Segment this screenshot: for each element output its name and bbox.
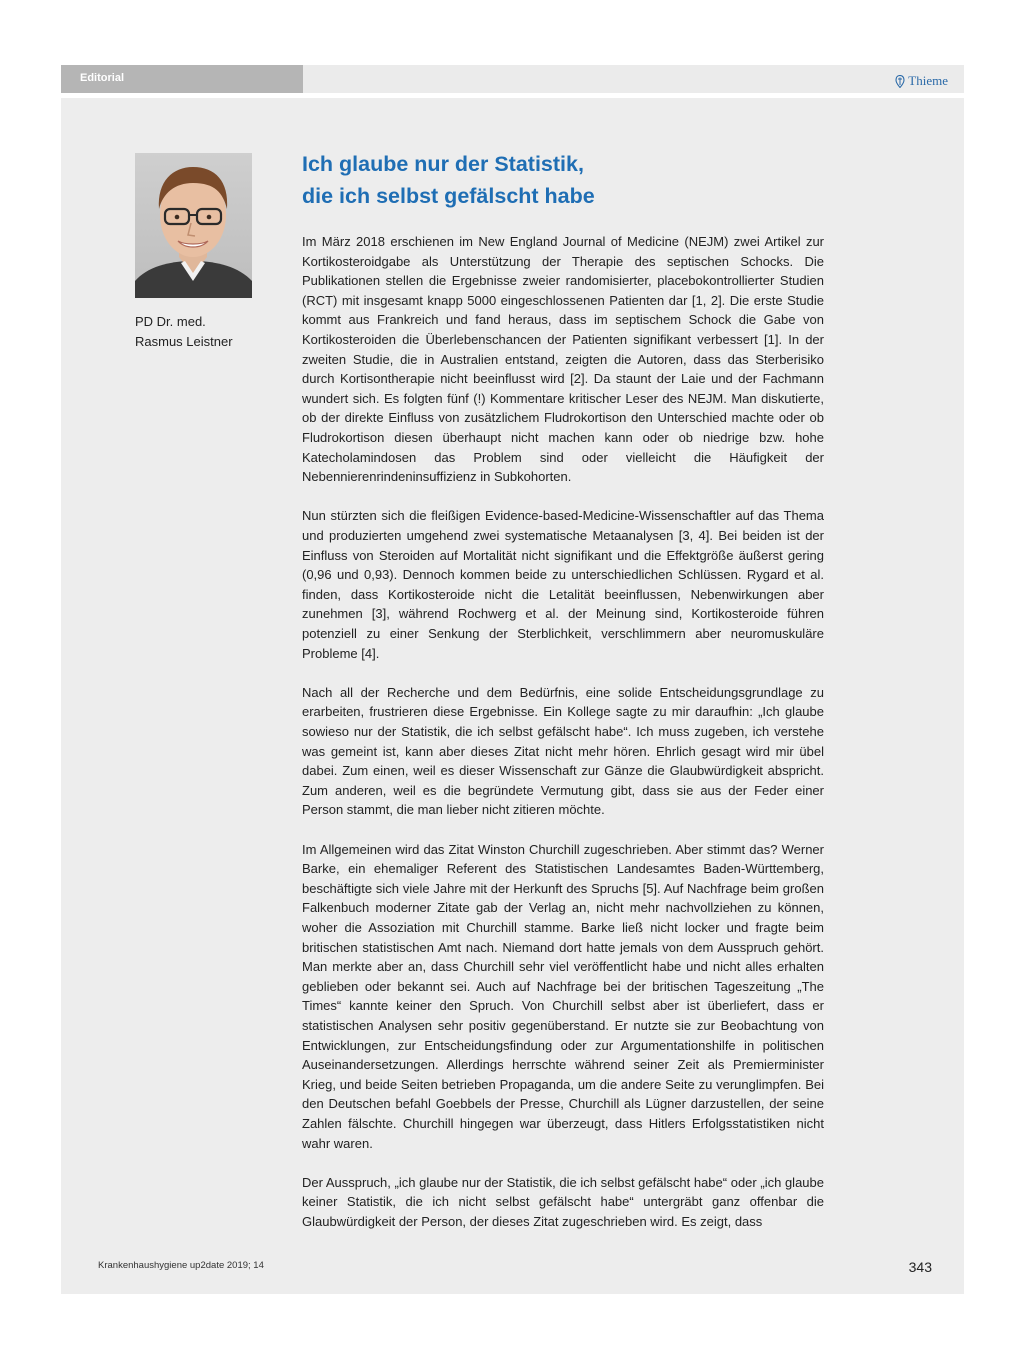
section-label: Editorial — [80, 72, 125, 84]
thieme-emblem-icon — [895, 75, 905, 88]
paragraph: Nun stürzten sich die fleißigen Evidence-based-Medicine-Wissenschaftler auf das Thema und produzierten umgehend zwei systematische Metaanalysen [3, 4]. Bei beiden ist der Einfluss von Steroiden auf Mortalität nicht signifikant und die Effektgröße äußerst gering (0,96 und 0,93). Dennoch kommen beide zu unterschiedlichen Schlüssen. Rygard et al. finden, dass Kortikosteroide nicht die Letalität beeinflussen, Nebenwirkungen aber zunehmen [3], während Rochwerg et al. der Meinung sind, Kortikosteroide führen potenziell zu einer Senkung der Sterblichkeit, verschlimmern aber neuromuskuläre Probleme [4]. — [302, 508, 824, 661]
article-body — [302, 232, 824, 1251]
page-number: 343 — [908, 1259, 932, 1275]
author-title: PD Dr. med. — [135, 314, 206, 329]
publisher-name: Thieme — [908, 73, 948, 88]
header-bar — [61, 65, 964, 93]
paragraph: Im Allgemeinen wird das Zitat Winston Churchill zugeschrieben. Aber stimmt das? Werner Barke, ein ehemaliger Referent des Statistischen Landesamtes Baden-Württemberg, beschäftigte sich viele Jahre mit der Herkunft des Spruchs [5]. Auf Nachfrage beim großen Falkenbuch moderner Zitate gab der Verlag an, nicht mehr nachvollziehen zu können, woher die Assoziation mit Churchill stamme. Barke ließ nicht locker und fragte beim britischen statistischen Amt nach. Niemand dort hatte jemals von dem Ausspruch gehört. Man merkte aber an, dass Churchill sehr viel veröffentlicht habe und nicht alles erhalten geblieben oder bekannt sei. Auch auf Nachfrage bei der britischen Tageszeitung „The Times“ kannte keiner den Spruch. Von Churchill selbst aber ist überliefert, dass er statistischen Analysen sehr positiv gegenüberstand. Er nutzte sie zur Beobachtung von Entwicklungen, zur Entscheidungsfindung oder zur Argumentationshilfe in politischen Auseinandersetzungen. Allerdings herrschte während seiner Zeit als Premierminister Krieg, und beide Seiten betrieben Propaganda, um die andere Seite zu verunglimpfen. Bei den Deutschen befahl Goebbels der Presse, Churchill als Lügner darzustellen, der seine Zahlen fälschte. Churchill hingegen war überzeugt, dass Hitlers Erfolgsstatistiken nicht wahr waren. — [302, 841, 824, 1151]
author-photo — [135, 153, 252, 298]
article-title — [302, 148, 862, 212]
author-name: Rasmus Leistner — [135, 334, 233, 349]
paragraph: Nach all der Recherche und dem Bedürfnis, eine solide Entscheidungsgrundlage zu erarbeiten, frustrieren diese Ergebnisse. Ein Kollege sagte zu mir daraufhin: „Ich glaube sowieso nur der Statistik, die ich selbst gefälscht habe“. Ich muss zugeben, ich verstehe was gemeint ist, kann aber dieses Zitat nicht mehr hören. Ehrlich gesagt wird mir übel dabei. Zum einen, weil es dieser Wissenschaft zur Gänze die Glaubwürdigkeit abspricht. Zum anderen, weil es die begründete Vermutung gibt, dass sie aus der Feder einer Person stammt, die man lieber nicht zitieren möchte. — [302, 684, 824, 818]
journal-citation: Krankenhaushygiene up2date 2019; 14 — [98, 1260, 264, 1271]
paragraph: Der Ausspruch, „ich glaube nur der Statistik, die ich selbst gefälscht habe“ oder „ich glaube keiner Statistik, die ich nicht selbst gefälscht habe“ untergräbt ganz offenbar die Glaubwürdigkeit der Person, der dieses Zitat zugeschrieben wird. Es zeigt, dass — [302, 1174, 824, 1230]
publisher-logo — [895, 73, 948, 89]
title-line-2: die ich selbst gefälscht habe — [302, 184, 595, 208]
portrait-photo-icon — [135, 153, 252, 298]
article-panel — [61, 98, 964, 1294]
title-line-1: Ich glaube nur der Statistik, — [302, 152, 584, 176]
paragraph: Im März 2018 erschienen im New England Journal of Medicine (NEJM) zwei Artikel zur Kortikosteroidgabe als Unterstützung der Therapie des septischen Schocks. Die Publikationen stellen die Ergebnisse zweier randomisierter, placebokontrollierter Studien (RCT) mit insgesamt knapp 5000 eingeschlossenen Patienten dar [1, 2]. Die erste Studie kommt aus Frankreich und fand heraus, dass im septischem Schock die Gabe von Kortikosteroiden die Überlebenschancen der Patienten signifikant verbessert [1]. In der zweiten Studie, die in Australien entstand, zeigten die Autoren, dass das Sterberisiko durch Kortisontherapie nicht beeinflusst wird [2]. Da staunt der Laie und der Fachmann wundert sich. Es folgten fünf (!) Kommentare kritischer Leser des NEJM. Man diskutierte, ob der direkte Einfluss von zusätzlichem Fludrokortison den Unterschied machte oder ob Fludrokortison diesen überhaupt nicht machen kann oder ob niedrige bzw. hohe Katecholamindosen das Problem sind oder vielleicht die Häufigkeit der Nebennierenrindeninsuffizienz in Subkohorten. — [302, 234, 824, 485]
section-tab — [61, 65, 303, 93]
author-caption — [135, 312, 233, 352]
